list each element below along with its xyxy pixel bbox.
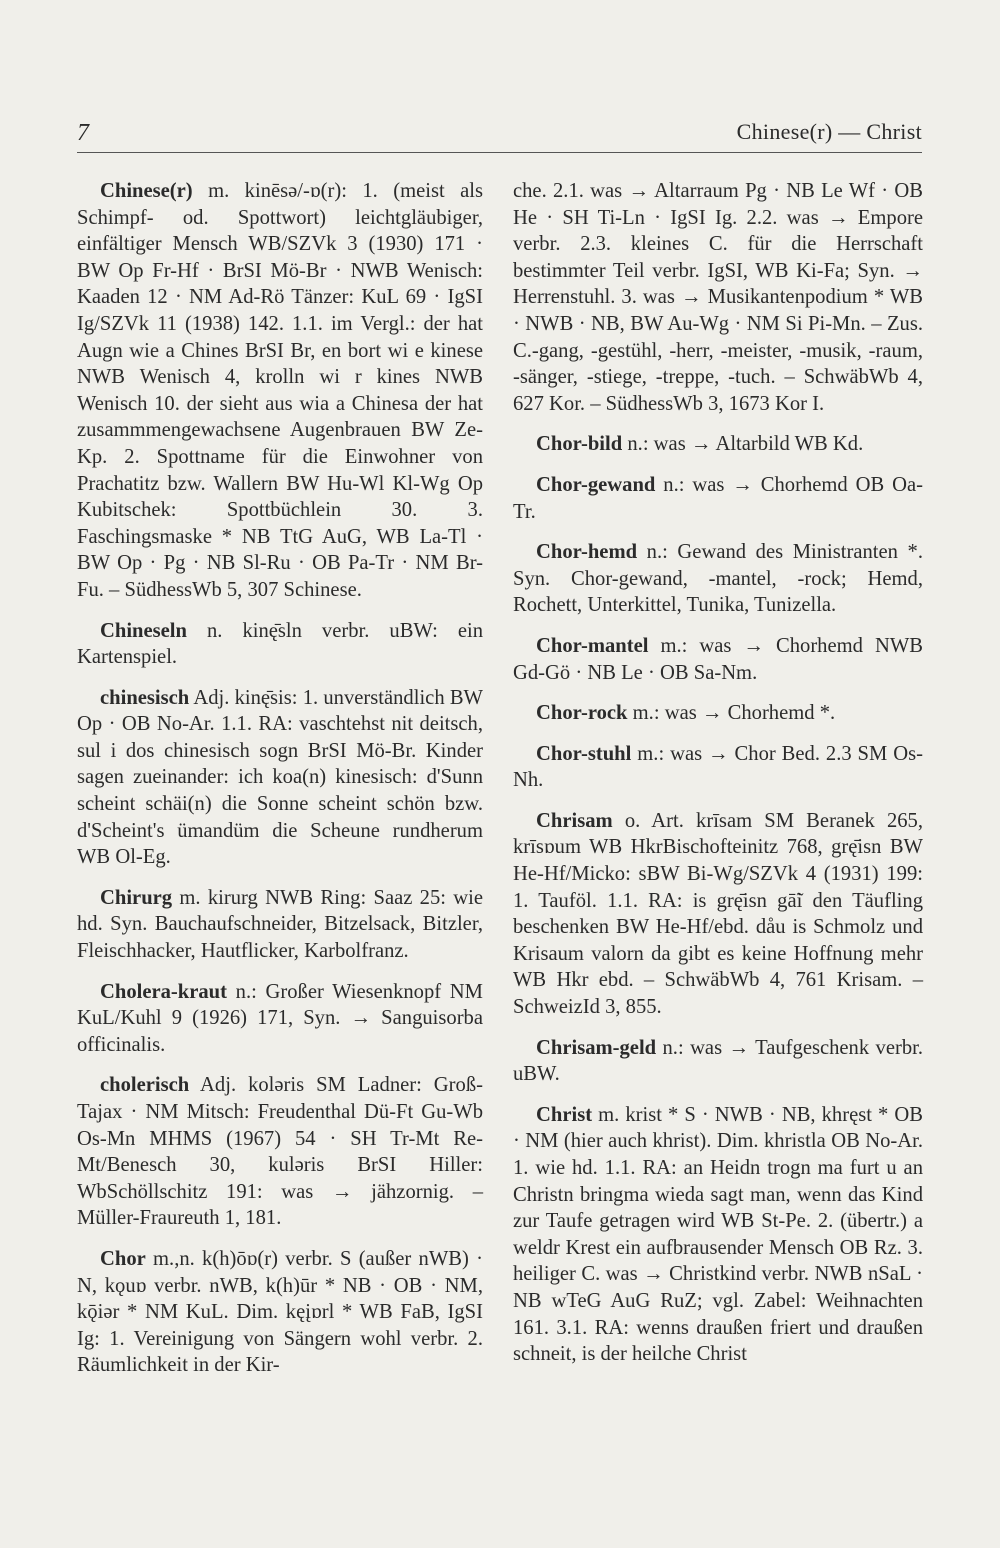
entry-lemma: Chor-bild [536,433,623,456]
dictionary-entry [77,979,483,1059]
entry-body: Adj. koləris SM Ladner: Groß-Tajax · NM Mitsch: Freudenthal Dü-Ft Gu-Wb Os-Mn MHMS (1967) 54 · SH Tr-Mt Re-Mt/Benesch 30, kuləris BrSI Hiller: WbSchöllschitz 191: was → jähzornig. – Müller-Fraureuth 1, 181. [77,1074,483,1230]
entry-lemma: Chirurg [100,886,173,909]
dictionary-entry [77,178,483,604]
entry-body: n.: was → Chorhemd OB Oa-Tr. [513,473,923,523]
entry-lemma: cholerisch [100,1074,190,1097]
entry-lemma: Chor-mantel [536,634,649,657]
page-number: 7 [77,120,89,146]
entry-body: m. kirurg NWB Ring: Saaz 25: wie hd. Syn. Bauchaufschneider, Bitzelsack, Bitzler, Fleischhacker, Hautflicker, Karbolfranz. [77,886,483,963]
running-head-title: Chinese(r) — Christ [736,119,922,144]
entry-lemma: Cholera-kraut [100,980,227,1003]
entry-lemma: Chor [100,1247,146,1270]
entry-lemma: Chineseln [100,619,187,642]
dictionary-entry [77,1246,483,1379]
dictionary-entry [513,700,923,727]
running-header [77,118,922,153]
dictionary-entry [513,633,923,686]
entry-lemma: Chor-gewand [536,473,656,496]
dictionary-entry-continued [513,178,923,417]
entry-body: m.: was → Chorhemd *. [627,702,836,725]
entry-body: che. 2.1. was → Altarraum Pg · NB Le Wf · OB He · SH Ti-Ln · IgSI Ig. 2.2. was → Empore verbr. 2.3. kleines C. für die Herrschaft bestimmter Teil verbr. IgSI, WB Ki-Fa; Syn. → Herrenstuhl. 3. was → Musikantenpodium * WB · NWB · NB, BW Au-Wg · NM Si Pi-Mn. – Zus. C.-gang, -gestühl, -herr, -meister, -musik, -raum, -sänger, -stiege, -treppe, -tuch. – SchwäbWb 4, 627 Kor. – SüdhessWb 3, 1673 Kor I. [513,180,923,415]
entry-lemma: chinesisch [100,686,190,709]
entry-lemma: Chrisam-geld [536,1036,657,1059]
entry-body: Adj. kinę̄sis: 1. unverständlich BW Op · OB No-Ar. 1.1. RA: vaschtehst nit deitsch, sul i dos chinesisch sogn BrSI Mö-Br. Kinder sagen zueinander: ich koa(n) kinesisch: d'Sunn scheint schäi(n) die Sonne scheint schön bzw. d'Scheint's ümandüm die Scheune rundherum WB Ol-Eg. [77,686,483,869]
dictionary-entry [77,885,483,965]
dictionary-entry [513,472,923,525]
left-column [77,178,483,1393]
entry-lemma: Chrisam [536,809,613,832]
dictionary-entry [513,431,923,458]
dictionary-entry [77,685,483,871]
right-column [513,178,923,1382]
entry-body: n.: was → Taufgeschenk verbr. uBW. [513,1036,923,1086]
dictionary-entry [77,1072,483,1232]
entry-body: n.: Großer Wiesenknopf NM KuL/Kuhl 9 (1926) 171, Syn. → Sanguisorba officinalis. [77,980,483,1056]
entry-body: n.: Gewand des Ministranten *. Syn. Chor-gewand, -mantel, -rock; Hemd, Rochett, Unterkittel, Tunika, Tunizella. [513,541,923,617]
entry-lemma: Chinese(r) [100,180,193,202]
entry-body: n.: was → Altarbild WB Kd. [622,433,864,456]
entry-body: m. krist * S · NWB · NB, khręst * OB · NM (hier auch khrist). Dim. khristla OB No-Ar. 1. wie hd. 1.1. RA: an Heidn trogn ma furt u an Christn bringma wieda sagt man, wenn das Kind zur Taufe getragen wird WB St-Pe. 2. (übertr.) a weldr Krest ein aufbrausender Mensch OB Rz. 3. heiliger C. was → Christkind verbr. NWB nSaL · NB wTeG AuG RuZ; vgl. Zabel: Weihnachten 161. 3.1. RA: wenns draußen friert und draußen schneit, is der heilche Christ [513,1103,923,1366]
entry-lemma: Christ [536,1103,593,1126]
entry-body: m.: was → Chor Bed. 2.3 SM Os-Nh. [513,742,923,792]
entry-lemma: Chor-rock [536,702,628,725]
entry-lemma: Chor-stuhl [536,742,632,765]
dictionary-entry [513,1035,923,1088]
entry-body: m. kinēsə/-ɒ(r): 1. (meist als Schimpf- od. Spottwort) leichtgläubiger, einfältiger Mensch WB/SZVk 3 (1930) 171 · BW Op Fr-Hf · BrSI Mö-Br · NWB Wenisch: Kaaden 12 · NM Ad-Rö Tänzer: KuL 69 · IgSI Ig/SZVk 11 (1938) 142. 1.1. im Vergl.: der hat Augn wie a Chines BrSI Br, en bort wi e kinese NWB Wenisch 4, krolln wi r kines NWB Wenisch 10. der sieht aus wia a Chinesa der hat zusammmengewachsene Augenbrauen BW Ze-Kp. 2. Spottname für die Einwohner von Prachatitz bzw. Wallern BW Hu-Wl Kl-Wg Op Kubitschek: Spottbüchlein 30. 3. Faschingsmaske * NB TtG AuG, WB La-Tl · BW Op · Pg · NB Sl-Ru · OB Pa-Tr · NM Br-Fu. – SüdhessWb 5, 307 Schinese. [77,180,483,601]
dictionary-entry [513,741,923,794]
entry-lemma: Chor-hemd [536,541,638,564]
entry-body: m.,n. k(h)ōɒ(r) verbr. S (außer nWB) · N, kǫuɒ verbr. nWB, k(h)ūr * NB · OB · NM, kǭiər * NM KuL. Dim. kęįɒrl * WB FaB, IgSI Ig: 1. Vereinigung von Sängern wohl verbr. 2. Räumlichkeit in der Kir- [77,1247,483,1377]
entry-body: o. Art. krīsam SM Beranek 265, krīsɒum WB HkrBischofteinitz 768, grę̄isn BW He-Hf/Micko: sBW Bi-Wg/SZVk 4 (1931) 199: 1. Tauföl. 1.1. RA: is grę̄isn gā̃i den Täufling beschenken BW He-Hf/ebd. dåu is Schmolz und Krisaum valorn da gibt es keine Hoffnung mehr WB Hkr ebd. – SchwäbWb 4, 761 Krisam. – SchweizId 3, 855. [513,809,923,1019]
dictionary-entry [513,808,923,1021]
dictionary-entry [513,539,923,619]
entry-body: m.: was → Chorhemd NWB Gd-Gö · NB Le · OB Sa-Nm. [513,634,923,684]
dictionary-entry [77,618,483,671]
entry-body: n. kinę̄sln verbr. uBW: ein Kartenspiel. [77,619,483,669]
dictionary-entry [513,1102,923,1368]
